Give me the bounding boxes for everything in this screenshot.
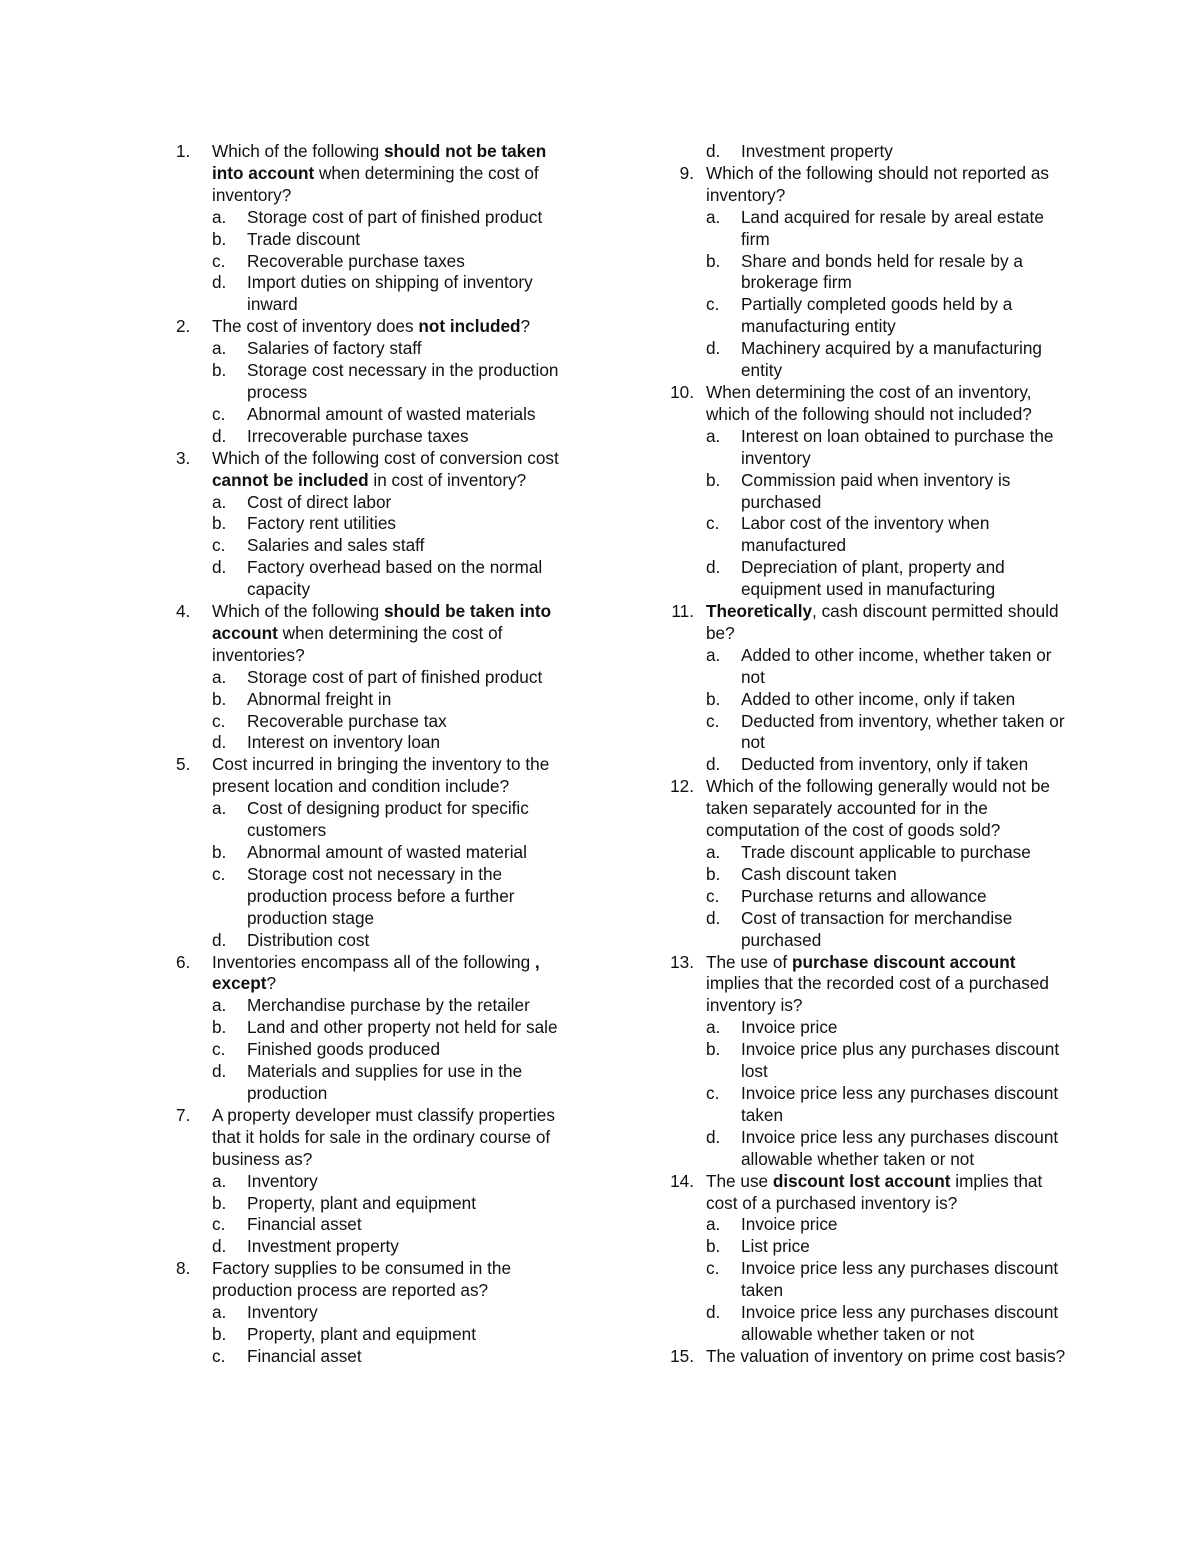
answer-option	[666, 1039, 1066, 1083]
option-text: Machinery acquired by a manufacturing entity	[741, 338, 1042, 381]
option-text: Recoverable purchase tax	[247, 710, 447, 731]
option-text: Inventory	[247, 1170, 318, 1191]
option-text: Irrecoverable purchase taxes	[247, 425, 469, 446]
option-text: Factory rent utilities	[247, 513, 397, 534]
option-text: Labor cost of the inventory when manufactured	[741, 513, 990, 556]
answer-option	[666, 1302, 1066, 1346]
answer-option	[172, 1171, 572, 1193]
answer-option	[666, 338, 1066, 382]
question-text-part: Which of the following cost of conversion cost	[212, 447, 559, 468]
answer-option	[172, 404, 572, 426]
option-text: Financial asset	[247, 1345, 362, 1366]
option-letter: d.	[212, 1236, 227, 1257]
answer-option	[172, 1017, 572, 1039]
answer-option	[172, 667, 572, 689]
question-number: 14.	[670, 1170, 694, 1191]
question-text	[212, 952, 540, 994]
option-text: Commission paid when inventory is purchased	[741, 469, 1011, 512]
option-letter: c.	[706, 885, 720, 906]
question-number: 8.	[176, 1258, 191, 1279]
option-letter: a.	[706, 842, 721, 862]
option-text: Added to other income, whether taken or not	[741, 644, 1052, 687]
answer-option	[666, 1214, 1066, 1236]
option-letter: b.	[706, 1039, 721, 1060]
option-letter: c.	[706, 294, 720, 315]
answer-option	[172, 1193, 572, 1215]
answer-option	[666, 141, 1066, 163]
answer-option	[172, 251, 572, 273]
answer-option	[666, 689, 1066, 711]
answer-option	[172, 1302, 572, 1324]
option-letter: d.	[706, 141, 721, 161]
option-letter: a.	[212, 206, 227, 227]
question-text	[212, 316, 530, 336]
question-text	[706, 163, 1049, 205]
answer-option	[666, 645, 1066, 689]
option-text: Share and bonds held for resale by a brokerage firm	[741, 250, 1023, 293]
option-text: Inventory	[247, 1302, 318, 1323]
question-text	[706, 601, 1059, 643]
question-text-part: ?	[266, 973, 277, 994]
question-item	[172, 1258, 572, 1302]
option-text: Interest on inventory loan	[247, 732, 440, 753]
question-item	[666, 382, 1066, 426]
option-letter: d.	[212, 272, 227, 293]
answer-option	[666, 1258, 1066, 1302]
option-letter: d.	[706, 557, 721, 578]
question-text-part: Which of the following should not reported as inventory?	[706, 162, 1049, 205]
option-letter: a.	[706, 1214, 721, 1235]
question-text	[706, 1171, 1042, 1213]
question-text-part: Inventories encompass all of the following	[212, 951, 535, 972]
option-text: Trade discount applicable to purchase	[741, 842, 1031, 862]
option-text: Distribution cost	[247, 929, 370, 950]
option-letter: c.	[212, 535, 226, 556]
question-number: 4.	[176, 601, 191, 622]
question-text-part: when determining the cost of inventories?	[212, 622, 503, 665]
option-text: Recoverable purchase taxes	[247, 250, 465, 271]
question-item	[666, 776, 1066, 842]
question-text-part: ?	[520, 316, 531, 337]
option-text: Interest on loan obtained to purchase the inventory	[741, 425, 1054, 468]
question-text-part: in cost of inventory?	[368, 469, 527, 490]
question-text-part: , cash discount permitted should be?	[706, 601, 1059, 643]
option-letter: b.	[212, 842, 227, 862]
option-text: Storage cost not necessary in the production process before a further production stage	[247, 863, 515, 928]
option-text: Merchandise purchase by the retailer	[247, 995, 530, 1016]
question-text-part: The use of	[706, 951, 792, 972]
answer-option	[172, 360, 572, 404]
answer-option	[666, 908, 1066, 952]
question-emphasis: should be taken into account	[212, 601, 552, 643]
option-text: Added to other income, only if taken	[741, 688, 1016, 709]
option-text: Factory overhead based on the normal capacity	[247, 557, 543, 600]
option-text: Invoice price less any purchases discount allowable whether taken or not	[741, 1126, 1059, 1169]
question-number: 9.	[679, 162, 694, 183]
option-letter: c.	[212, 1345, 226, 1366]
question-number: 5.	[176, 754, 191, 775]
question-item	[666, 601, 1066, 645]
option-text: Purchase returns and allowance	[741, 885, 987, 906]
option-text: Invoice price plus any purchases discount lost	[741, 1039, 1060, 1082]
question-emphasis: Theoretically	[706, 601, 813, 622]
option-letter: c.	[706, 513, 720, 534]
option-letter: a.	[212, 1302, 227, 1323]
option-text: Storage cost necessary in the production process	[247, 360, 559, 402]
question-item	[172, 316, 572, 338]
option-letter: b.	[212, 1192, 227, 1213]
question-number: 6.	[176, 951, 191, 972]
question-text	[706, 1346, 1065, 1366]
answer-option	[666, 754, 1066, 776]
question-text-part: implies that cost of a purchased inventory is?	[706, 1170, 1043, 1213]
question-text	[212, 1258, 511, 1300]
question-number: 11.	[671, 601, 694, 622]
option-text: Trade discount	[247, 228, 361, 249]
option-text: Invoice price less any purchases discount taken	[741, 1082, 1059, 1125]
option-letter: c.	[212, 1214, 226, 1235]
option-letter: d.	[706, 1302, 721, 1323]
answer-option	[666, 294, 1066, 338]
question-number: 12.	[670, 776, 694, 797]
option-letter: a.	[212, 798, 227, 819]
answer-option	[666, 1083, 1066, 1127]
option-text: Property, plant and equipment	[247, 1323, 476, 1344]
answer-option	[666, 1236, 1066, 1258]
question-number: 1.	[176, 141, 191, 161]
question-text	[706, 382, 1032, 424]
option-text: Depreciation of plant, property and equipment used in manufacturing	[741, 557, 1005, 600]
answer-option	[172, 229, 572, 251]
answer-option	[172, 207, 572, 229]
question-number: 7.	[176, 1104, 191, 1125]
answer-option	[172, 798, 572, 842]
question-number: 2.	[176, 316, 191, 337]
question-item	[666, 952, 1066, 1018]
option-text: Land acquired for resale by areal estate firm	[741, 206, 1044, 249]
option-letter: d.	[212, 732, 227, 753]
option-letter: b.	[706, 250, 721, 271]
answer-option	[172, 535, 572, 557]
option-text: Invoice price	[741, 1017, 838, 1038]
option-letter: d.	[212, 557, 227, 578]
answer-option	[172, 1346, 572, 1368]
question-emphasis: not included	[418, 316, 521, 337]
option-text: Abnormal amount of wasted material	[247, 842, 527, 862]
question-text	[212, 754, 549, 796]
option-letter: d.	[706, 338, 721, 359]
question-text-part: The use	[706, 1170, 773, 1191]
option-text: Cost of transaction for merchandise purchased	[741, 907, 1013, 950]
option-letter: d.	[706, 1126, 721, 1147]
answer-option	[666, 842, 1066, 864]
option-letter: c.	[706, 1082, 720, 1103]
option-text: Financial asset	[247, 1214, 362, 1235]
option-text: Materials and supplies for use in the production	[247, 1061, 523, 1103]
option-letter: c.	[212, 1039, 226, 1060]
option-text: Deducted from inventory, only if taken	[741, 754, 1029, 775]
option-letter: b.	[706, 469, 721, 490]
answer-option	[666, 557, 1066, 601]
option-letter: a.	[212, 491, 227, 512]
option-letter: a.	[706, 425, 721, 446]
option-letter: c.	[706, 1258, 720, 1279]
option-text: Abnormal amount of wasted materials	[247, 403, 536, 424]
option-letter: b.	[212, 1323, 227, 1344]
question-emphasis: should not be taken into account	[212, 141, 547, 183]
answer-option	[172, 426, 572, 448]
question-text-part: Which of the following	[212, 141, 384, 161]
option-text: Land and other property not held for sale	[247, 1017, 558, 1038]
question-emphasis: purchase discount account	[792, 951, 1016, 972]
question-text-part: A property developer must classify properties that it holds for sale in the ordinary course of business as?	[212, 1104, 555, 1169]
option-letter: a.	[212, 666, 227, 687]
option-letter: c.	[212, 250, 226, 271]
option-letter: b.	[212, 513, 227, 534]
question-text-part: Which of the following	[212, 601, 384, 622]
answer-option	[666, 1017, 1066, 1039]
answer-option	[172, 1214, 572, 1236]
answer-option	[172, 1236, 572, 1258]
answer-option	[172, 272, 572, 316]
option-text: List price	[741, 1236, 810, 1257]
option-letter: b.	[706, 1236, 721, 1257]
option-letter: b.	[706, 863, 721, 884]
question-text-part: implies that the recorded cost of a purchased inventory is?	[706, 973, 1049, 1016]
question-item	[172, 448, 572, 492]
option-text: Invoice price less any purchases discount allowable whether taken or not	[741, 1302, 1059, 1344]
option-letter: c.	[212, 863, 226, 884]
answer-option	[172, 513, 572, 535]
answer-option	[172, 338, 572, 360]
question-text-part: The valuation of inventory on prime cost basis?	[706, 1345, 1066, 1366]
question-text-part: Cost incurred in bringing the inventory to the present location and condition include?	[212, 754, 550, 797]
option-letter: b.	[212, 228, 227, 249]
question-number: 15.	[670, 1345, 694, 1366]
answer-option	[666, 470, 1066, 514]
answer-option	[172, 1061, 572, 1105]
answer-option	[666, 513, 1066, 557]
answer-option	[172, 930, 572, 952]
question-text	[212, 601, 551, 665]
question-item	[172, 141, 572, 207]
question-text	[212, 1105, 555, 1169]
question-item	[666, 1171, 1066, 1215]
question-item	[172, 754, 572, 798]
question-item	[172, 601, 572, 667]
question-emphasis: cannot be included	[212, 469, 369, 490]
answer-option	[666, 251, 1066, 295]
option-letter: b.	[212, 360, 227, 381]
option-letter: d.	[212, 1061, 227, 1082]
question-emphasis: discount lost account	[772, 1170, 951, 1191]
option-text: Cost of designing product for specific customers	[247, 798, 529, 841]
option-letter: d.	[706, 754, 721, 775]
option-text: Partially completed goods held by a manufacturing entity	[741, 294, 1013, 337]
answer-option	[666, 426, 1066, 470]
option-letter: a.	[706, 206, 721, 227]
option-text: Salaries of factory staff	[247, 338, 422, 359]
answer-option	[666, 864, 1066, 886]
question-number: 10.	[670, 381, 694, 402]
option-text: Cost of direct labor	[247, 491, 392, 512]
option-text: Finished goods produced	[247, 1039, 441, 1060]
option-letter: c.	[212, 403, 226, 424]
answer-option	[172, 864, 572, 930]
left-column	[172, 141, 572, 1368]
option-text: Invoice price less any purchases discount taken	[741, 1258, 1059, 1301]
option-text: Import duties on shipping of inventory inward	[247, 272, 533, 315]
question-text-part: when determining the cost of inventory?	[212, 162, 539, 205]
option-letter: c.	[212, 710, 226, 731]
answer-option	[172, 1039, 572, 1061]
answer-option	[172, 492, 572, 514]
question-text-part: Which of the following generally would not be taken separately accounted for in the computation of the cost of goods sold?	[706, 776, 1050, 841]
option-letter: c.	[706, 710, 720, 731]
option-text: Investment property	[247, 1236, 399, 1257]
option-letter: a.	[212, 1170, 227, 1191]
question-text-part: The cost of inventory does	[212, 316, 419, 337]
option-letter: b.	[706, 688, 721, 709]
option-letter: b.	[212, 688, 227, 709]
question-item	[172, 1105, 572, 1171]
answer-option	[172, 711, 572, 733]
option-letter: a.	[212, 338, 227, 359]
answer-option	[172, 1324, 572, 1346]
answer-option	[666, 886, 1066, 908]
question-number: 13.	[670, 951, 694, 972]
answer-option	[172, 557, 572, 601]
option-letter: d.	[212, 425, 227, 446]
question-emphasis: , except	[212, 951, 540, 994]
question-item	[666, 1346, 1066, 1368]
answer-option	[172, 689, 572, 711]
option-letter: b.	[212, 1017, 227, 1038]
answer-option	[666, 711, 1066, 755]
option-letter: a.	[706, 1017, 721, 1038]
option-text: Property, plant and equipment	[247, 1192, 476, 1213]
option-letter: d.	[706, 907, 721, 928]
question-number: 3.	[176, 447, 191, 468]
answer-option	[172, 732, 572, 754]
question-text	[706, 952, 1049, 1016]
question-text	[212, 141, 546, 205]
question-item	[172, 952, 572, 996]
option-text: Storage cost of part of finished product	[247, 666, 543, 687]
question-text-part: Factory supplies to be consumed in the production process are reported as?	[212, 1258, 512, 1301]
option-text: Cash discount taken	[741, 863, 897, 884]
question-text-part: When determining the cost of an inventory, which of the following should not included?	[706, 381, 1032, 424]
option-letter: a.	[706, 644, 721, 665]
option-text: Abnormal freight in	[247, 688, 392, 709]
question-item	[666, 163, 1066, 207]
option-text: Storage cost of part of finished product	[247, 206, 543, 227]
answer-option	[666, 1127, 1066, 1171]
answer-option	[172, 842, 572, 864]
question-text	[212, 448, 559, 490]
option-letter: a.	[212, 995, 227, 1016]
option-text: Salaries and sales staff	[247, 535, 425, 556]
answer-option	[666, 207, 1066, 251]
option-letter: d.	[212, 929, 227, 950]
option-text: Deducted from inventory, whether taken or not	[741, 710, 1065, 753]
option-text: Investment property	[741, 141, 893, 161]
option-text: Invoice price	[741, 1214, 838, 1235]
right-column	[666, 141, 1066, 1368]
question-text	[706, 776, 1050, 840]
answer-option	[172, 995, 572, 1017]
